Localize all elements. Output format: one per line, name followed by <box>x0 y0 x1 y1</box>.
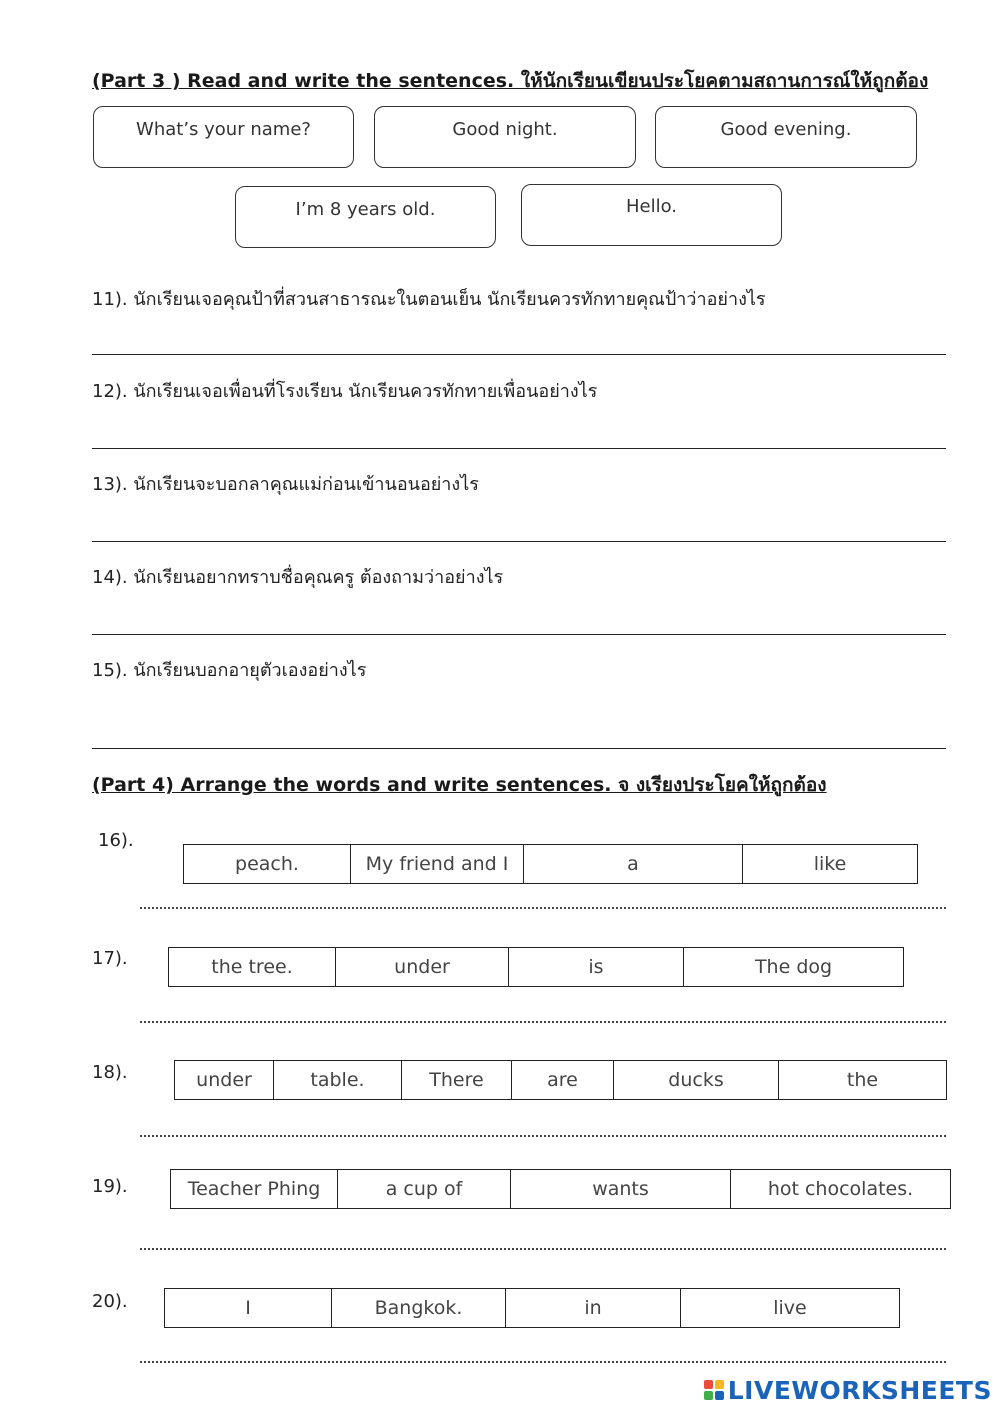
phrase-box-whats-your-name[interactable]: What’s your name? <box>93 106 354 168</box>
answer-line-13[interactable] <box>92 541 946 542</box>
word-cell[interactable]: There <box>402 1061 512 1100</box>
word-cell[interactable]: in <box>506 1289 681 1328</box>
answer-line-15[interactable] <box>92 748 946 749</box>
word-cell[interactable]: hot chocolates. <box>731 1170 951 1209</box>
phrase-box-good-night[interactable]: Good night. <box>374 106 636 168</box>
question-15: 15). นักเรียนบอกอายุตัวเองอย่างไร <box>92 660 367 681</box>
item-number-18: 18). <box>92 1062 128 1083</box>
word-cell[interactable]: like <box>743 845 918 884</box>
answer-line-11[interactable] <box>92 354 946 355</box>
word-table-16 <box>183 844 918 884</box>
word-cell[interactable]: table. <box>274 1061 402 1100</box>
word-table-19 <box>170 1169 951 1209</box>
answer-line-16[interactable] <box>140 907 946 909</box>
answer-line-14[interactable] <box>92 634 946 635</box>
word-cell[interactable]: ducks <box>614 1061 779 1100</box>
word-cell[interactable]: are <box>512 1061 614 1100</box>
word-cell[interactable]: a <box>524 845 743 884</box>
part4-heading: (Part 4) Arrange the words and write sentences. จ งเรียงประโยคให้ถูกต้อง <box>92 774 827 796</box>
word-cell[interactable]: wants <box>511 1170 731 1209</box>
word-cell[interactable]: My friend and I <box>351 845 524 884</box>
answer-line-18[interactable] <box>140 1135 946 1137</box>
question-14: 14). นักเรียนอยากทราบชื่อคุณครู ต้องถามว่าอย่างไร <box>92 567 504 588</box>
word-cell[interactable]: under <box>336 948 509 987</box>
liveworksheets-logo-icon <box>704 1380 724 1400</box>
item-number-19: 19). <box>92 1176 128 1197</box>
question-13: 13). นักเรียนจะบอกลาคุณแม่ก่อนเข้านอนอย่างไร <box>92 474 479 495</box>
logo-square-yellow <box>715 1380 724 1389</box>
word-cell[interactable]: the tree. <box>169 948 336 987</box>
word-cell[interactable]: is <box>509 948 684 987</box>
phrase-box-age[interactable]: I’m 8 years old. <box>235 186 496 248</box>
word-table-20 <box>164 1288 900 1328</box>
answer-line-20[interactable] <box>140 1361 946 1363</box>
item-number-20: 20). <box>92 1291 128 1312</box>
logo-square-green <box>704 1391 713 1400</box>
word-cell[interactable]: peach. <box>184 845 351 884</box>
word-cell[interactable]: the <box>779 1061 947 1100</box>
phrase-box-good-evening[interactable]: Good evening. <box>655 106 917 168</box>
question-12: 12). นักเรียนเจอเพื่อนที่โรงเรียน นักเรียนควรทักทายเพื่อนอย่างไร <box>92 381 598 402</box>
word-cell[interactable]: under <box>175 1061 274 1100</box>
logo-square-blue <box>715 1391 724 1400</box>
word-table-17 <box>168 947 904 987</box>
question-11: 11). นักเรียนเจอคุณป้าที่สวนสาธารณะในตอนเย็น นักเรียนควรทักทายคุณป้าว่าอย่างไร <box>92 289 766 310</box>
word-cell[interactable]: The dog <box>684 948 904 987</box>
word-table-18 <box>174 1060 947 1100</box>
part3-heading: (Part 3 ) Read and write the sentences. ให้นักเรียนเขียนประโยคตามสถานการณ์ให้ถูกต้อง <box>92 70 929 92</box>
word-cell[interactable]: live <box>681 1289 900 1328</box>
item-number-16: 16). <box>98 830 134 851</box>
word-cell[interactable]: a cup of <box>338 1170 511 1209</box>
liveworksheets-logo-text: LIVEWORKSHEETS <box>727 1375 992 1405</box>
word-cell[interactable]: Bangkok. <box>332 1289 506 1328</box>
item-number-17: 17). <box>92 948 128 969</box>
liveworksheets-logo[interactable] <box>704 1375 992 1405</box>
phrase-box-hello[interactable]: Hello. <box>521 184 782 246</box>
answer-line-12[interactable] <box>92 448 946 449</box>
word-cell[interactable]: I <box>165 1289 332 1328</box>
word-cell[interactable]: Teacher Phing <box>171 1170 338 1209</box>
answer-line-19[interactable] <box>140 1248 946 1250</box>
answer-line-17[interactable] <box>140 1021 946 1023</box>
logo-square-red <box>704 1380 713 1389</box>
